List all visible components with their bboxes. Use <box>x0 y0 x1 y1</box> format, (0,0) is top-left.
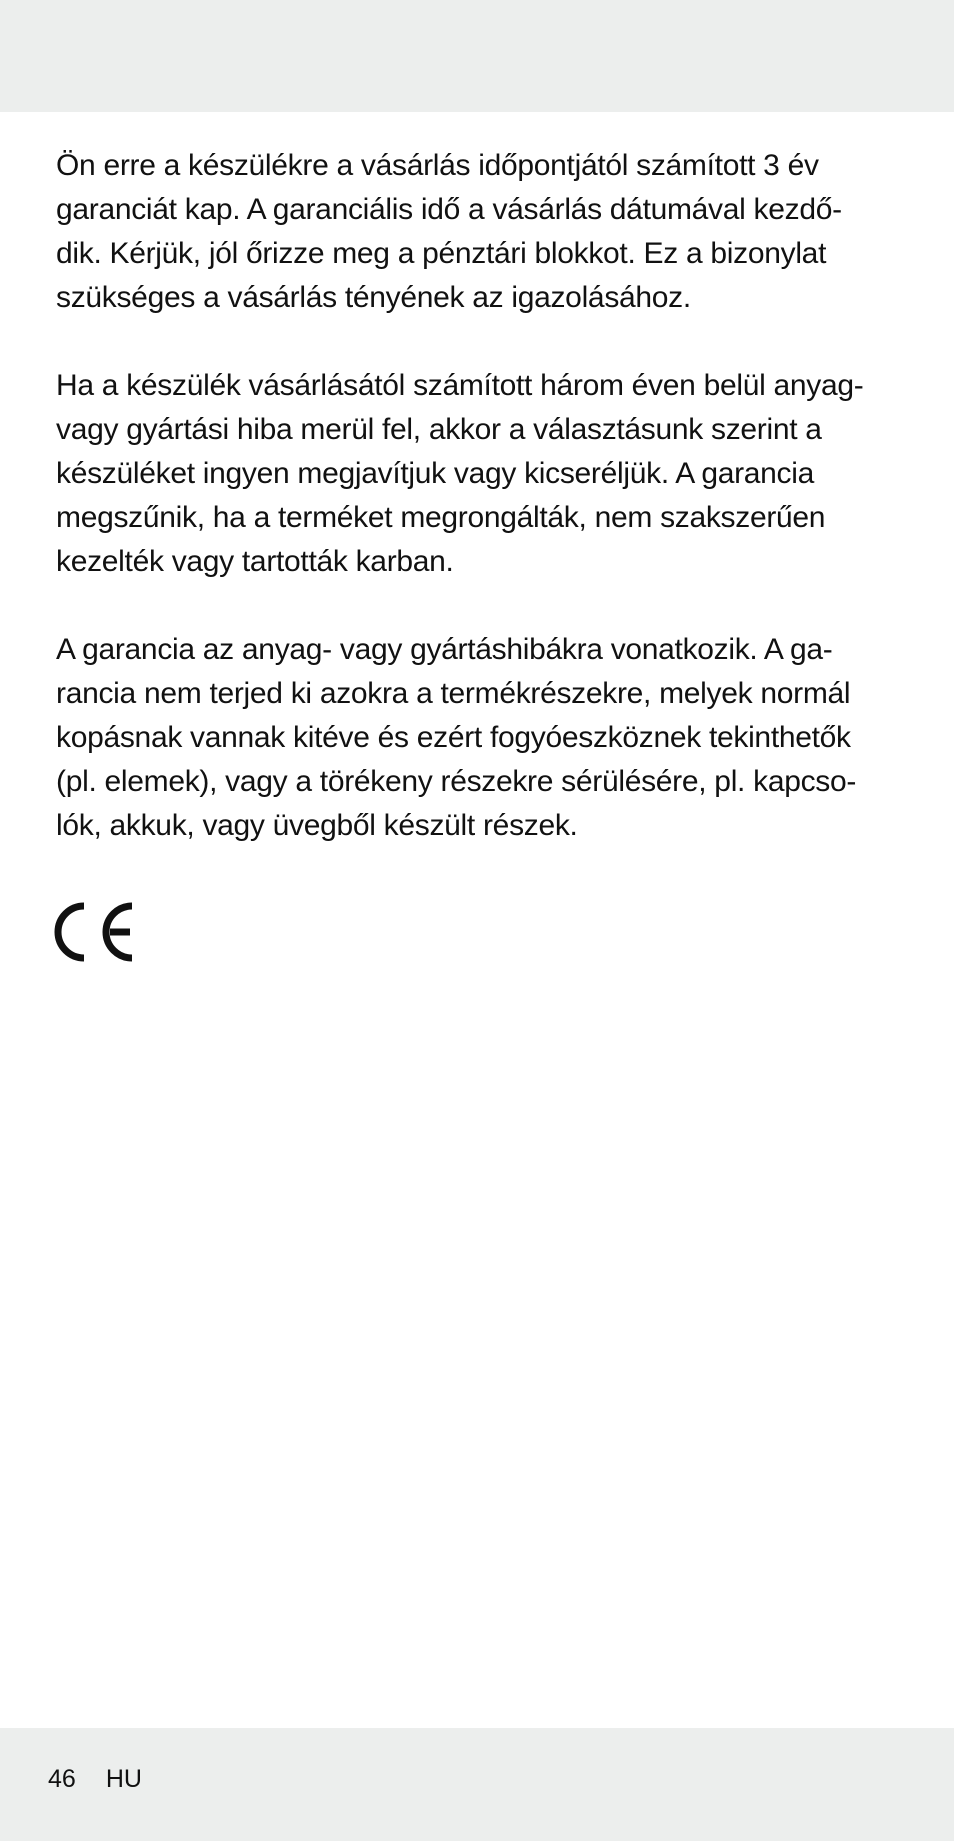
warranty-paragraph-3: A garancia az anyag- vagy gyártáshibákra vonatkozik. A ga- rancia nem terjed ki azokra a termékrészekre, melyek normál kopásnak vannak kitéve és ezért fogyóeszköznek tekinthetők (pl. elemek), vagy a törékeny részekre sérülésére, pl. kapcso- lók, akkuk, vagy üvegből készült részek. <box>56 633 857 842</box>
warranty-paragraph-1: Ön erre a készülékre a vásárlás időpontjától számított 3 év garanciát kap. A garanciális idő a vásárlás dátumával kezdő- dik. Kérjük, jól őrizze meg a pénztári blokkot. Ez a bizonylat szükséges a vásárlás tényének az igazolásához. <box>56 149 842 314</box>
warranty-text <box>56 144 906 892</box>
warranty-paragraph-2: Ha a készülék vásárlásától számított három éven belül anyag- vagy gyártási hiba merül fel, akkor a választásunk szerint a készüléket ingyen megjavítjuk vagy kicseréljük. A garancia megszűnik, ha a terméket megrongálták, nem szakszerűen kezelték vagy tartották karban. <box>56 369 864 578</box>
page-number: 46 <box>48 1765 76 1793</box>
footer-band <box>0 1728 954 1841</box>
language-code: HU <box>105 1765 142 1793</box>
page-footer <box>48 1762 142 1796</box>
header-band <box>0 0 954 112</box>
ce-mark-icon <box>54 900 138 964</box>
